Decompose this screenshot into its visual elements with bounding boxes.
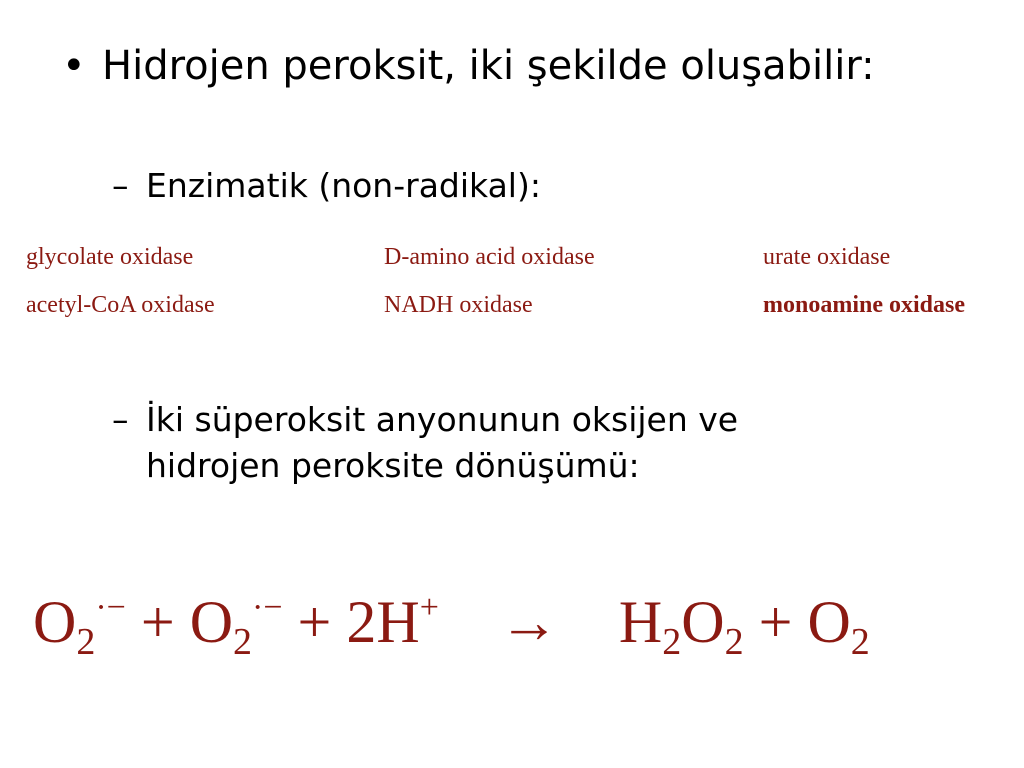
sub-bullet-enzymatic	[112, 163, 541, 209]
reaction-equation	[33, 568, 870, 682]
text-line: hidrojen peroksite dönüşümü:	[146, 446, 640, 485]
oxygen-symbol: O	[807, 589, 851, 655]
enzyme-row	[26, 244, 1016, 292]
dash-marker: –	[112, 400, 129, 439]
oxygen-symbol: O	[681, 589, 725, 655]
subscript: 2	[76, 621, 96, 663]
plus-sign: +	[297, 589, 332, 655]
main-bullet	[62, 38, 875, 94]
sub-bullet-superoxide-text	[146, 397, 738, 489]
enzyme-name: NADH oxidase	[384, 292, 533, 318]
subscript: 2	[724, 621, 744, 663]
bullet-marker: •	[62, 43, 86, 89]
enzyme-name: urate oxidase	[763, 244, 891, 270]
enzyme-name: D-amino acid oxidase	[384, 244, 595, 270]
hydrogen-symbol: H	[618, 589, 663, 655]
superscript-plus: +	[419, 589, 439, 626]
enzyme-name-highlighted: monoamine oxidase	[763, 292, 966, 318]
superscript-radical-anion: ·−	[95, 589, 126, 626]
sub-bullet-enzymatic-text: Enzimatik (non-radikal):	[146, 166, 541, 205]
enzyme-name: acetyl-CoA oxidase	[26, 292, 215, 318]
main-bullet-text: Hidrojen peroksit, iki şekilde oluşabilir:	[102, 43, 875, 89]
superscript-radical-anion: ·−	[252, 589, 283, 626]
text-line: İki süperoksit anyonunun oksijen ve	[146, 400, 739, 439]
reaction-arrow-icon: →	[498, 589, 559, 655]
enzyme-row	[26, 292, 1016, 340]
sub-bullet-superoxide	[112, 397, 738, 489]
subscript: 2	[850, 621, 870, 663]
plus-sign: +	[140, 589, 175, 655]
dash-marker: –	[112, 166, 129, 205]
subscript: 2	[662, 621, 682, 663]
subscript: 2	[233, 621, 253, 663]
enzyme-name: glycolate oxidase	[26, 244, 194, 270]
oxygen-symbol: O	[189, 589, 234, 655]
proton-coefficient: 2H	[346, 589, 420, 655]
plus-sign: +	[758, 589, 793, 655]
enzyme-list	[26, 244, 1016, 340]
oxygen-symbol: O	[33, 589, 77, 655]
